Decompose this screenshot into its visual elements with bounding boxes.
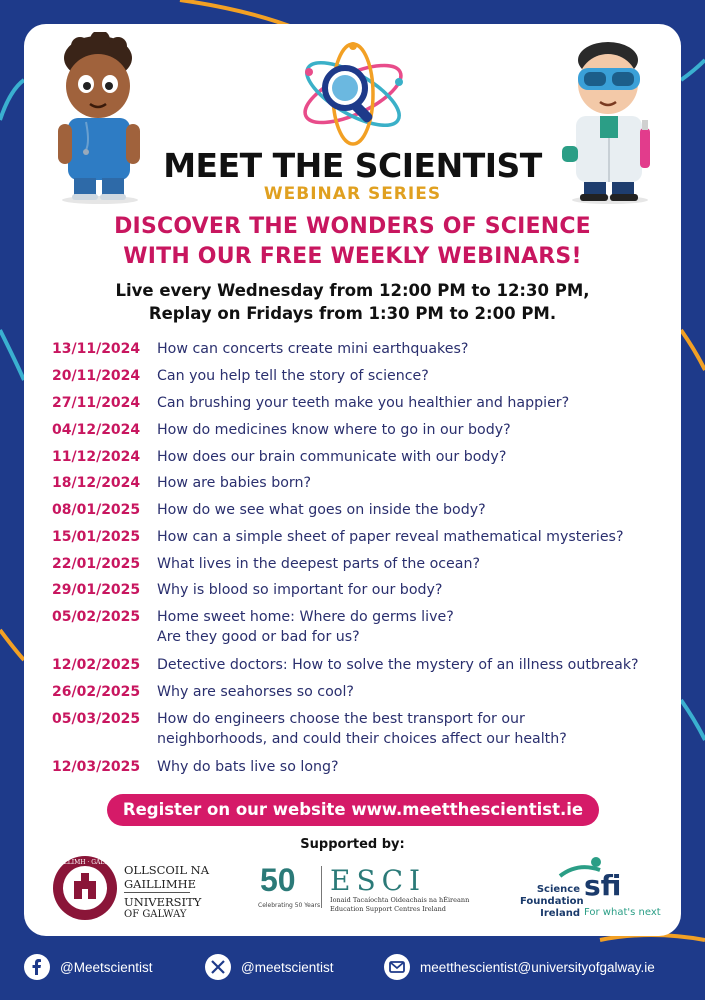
- esci-name: ESCI: [330, 864, 427, 897]
- event-date: 15/01/2025: [52, 529, 141, 545]
- page-subtitle: WEBINAR SERIES: [263, 184, 442, 204]
- esci-50-caption: Celebrating 50 Years: [258, 902, 321, 909]
- page-title: MEET THE SCIENTIST: [163, 146, 542, 185]
- sfi-mark: sfi: [584, 869, 622, 902]
- event-title: How does our brain communicate with our body?: [157, 449, 507, 465]
- email-link[interactable]: [384, 952, 655, 982]
- esci-50-mark: 50: [260, 862, 296, 898]
- headline-line-1: DISCOVER THE WONDERS OF SCIENCE: [114, 214, 591, 239]
- event-title-continued: neighborhoods, and could their choices affect our health?: [157, 731, 567, 747]
- facebook-link[interactable]: [24, 952, 152, 982]
- email-address: meetthescientist@universityofgalway.ie: [420, 959, 655, 975]
- sfi-line-3: Ireland: [540, 908, 580, 919]
- event-title: Home sweet home: Where do germs live?: [157, 609, 454, 625]
- esci-divider: [321, 866, 322, 908]
- event-title: How are babies born?: [157, 475, 311, 491]
- facebook-handle: @Meetscientist: [60, 959, 153, 975]
- galway-line-1: OLLSCOIL NA: [124, 863, 210, 877]
- event-date: 27/11/2024: [52, 395, 141, 411]
- esci-line-1: Ionaid Tacaíochta Oideachais na hÉireann: [330, 896, 470, 904]
- event-date: 29/01/2025: [52, 582, 141, 598]
- event-title: Why do bats live so long?: [157, 759, 339, 775]
- event-date: 20/11/2024: [52, 368, 141, 384]
- event-title: How do medicines know where to go in our body?: [157, 422, 511, 438]
- event-title-continued: Are they good or bad for us?: [157, 629, 360, 645]
- sfi-line-1: Science: [536, 884, 580, 895]
- event-title: Detective doctors: How to solve the mystery of an illness outbreak?: [157, 657, 639, 673]
- event-date: 12/03/2025: [52, 759, 141, 775]
- event-title: How do engineers choose the best transport for our: [157, 711, 525, 727]
- sfi-tagline: For what's next: [584, 907, 661, 918]
- university-of-galway-seal-logo: [52, 855, 118, 921]
- event-title: Why are seahorses so cool?: [157, 684, 354, 700]
- event-date: 05/02/2025: [52, 609, 141, 625]
- x-link[interactable]: [205, 952, 333, 982]
- schedule-line-1: Live every Wednesday from 12:00 PM to 12:30 PM,: [115, 281, 590, 300]
- event-date: 08/01/2025: [52, 502, 141, 518]
- event-title: How do we see what goes on inside the body?: [157, 502, 486, 518]
- event-date: 11/12/2024: [52, 449, 141, 465]
- facebook-icon: [24, 954, 50, 980]
- esci-line-2: Education Support Centres Ireland: [330, 905, 446, 913]
- event-date: 04/12/2024: [52, 422, 141, 438]
- galway-line-2: GAILLIMHE: [124, 877, 197, 891]
- event-date: 13/11/2024: [52, 341, 141, 357]
- event-title: Why is blood so important for our body?: [157, 582, 443, 598]
- event-date: 26/02/2025: [52, 684, 141, 700]
- supported-by-label: Supported by:: [300, 837, 405, 852]
- event-title: How can concerts create mini earthquakes?: [157, 341, 469, 357]
- galway-divider: [124, 892, 190, 893]
- x-icon: [205, 954, 231, 980]
- event-date: 05/03/2025: [52, 711, 141, 727]
- galway-ring-text: GAILLIMH · GALWAY: [52, 859, 118, 866]
- galway-line-3: UNIVERSITY: [124, 895, 202, 909]
- event-date: 22/01/2025: [52, 556, 141, 572]
- mail-icon: [384, 954, 410, 980]
- event-date: 18/12/2024: [52, 475, 141, 491]
- atom-magnifier-logo: [295, 42, 411, 146]
- event-title: How can a simple sheet of paper reveal mathematical mysteries?: [157, 529, 624, 545]
- sfi-line-2: Foundation: [520, 896, 584, 907]
- event-title: Can you help tell the story of science?: [157, 368, 429, 384]
- x-handle: @meetscientist: [241, 959, 334, 975]
- schedule-line-2: Replay on Fridays from 1:30 PM to 2:00 PM.: [148, 304, 557, 323]
- event-date: 12/02/2025: [52, 657, 141, 673]
- register-button[interactable]: Register on our website www.meetthescientist.ie: [107, 794, 599, 826]
- event-title: What lives in the deepest parts of the ocean?: [157, 556, 480, 572]
- galway-line-4: OF GALWAY: [124, 909, 187, 920]
- headline-line-2: WITH OUR FREE WEEKLY WEBINARS!: [123, 244, 582, 269]
- event-title: Can brushing your teeth make you healthier and happier?: [157, 395, 570, 411]
